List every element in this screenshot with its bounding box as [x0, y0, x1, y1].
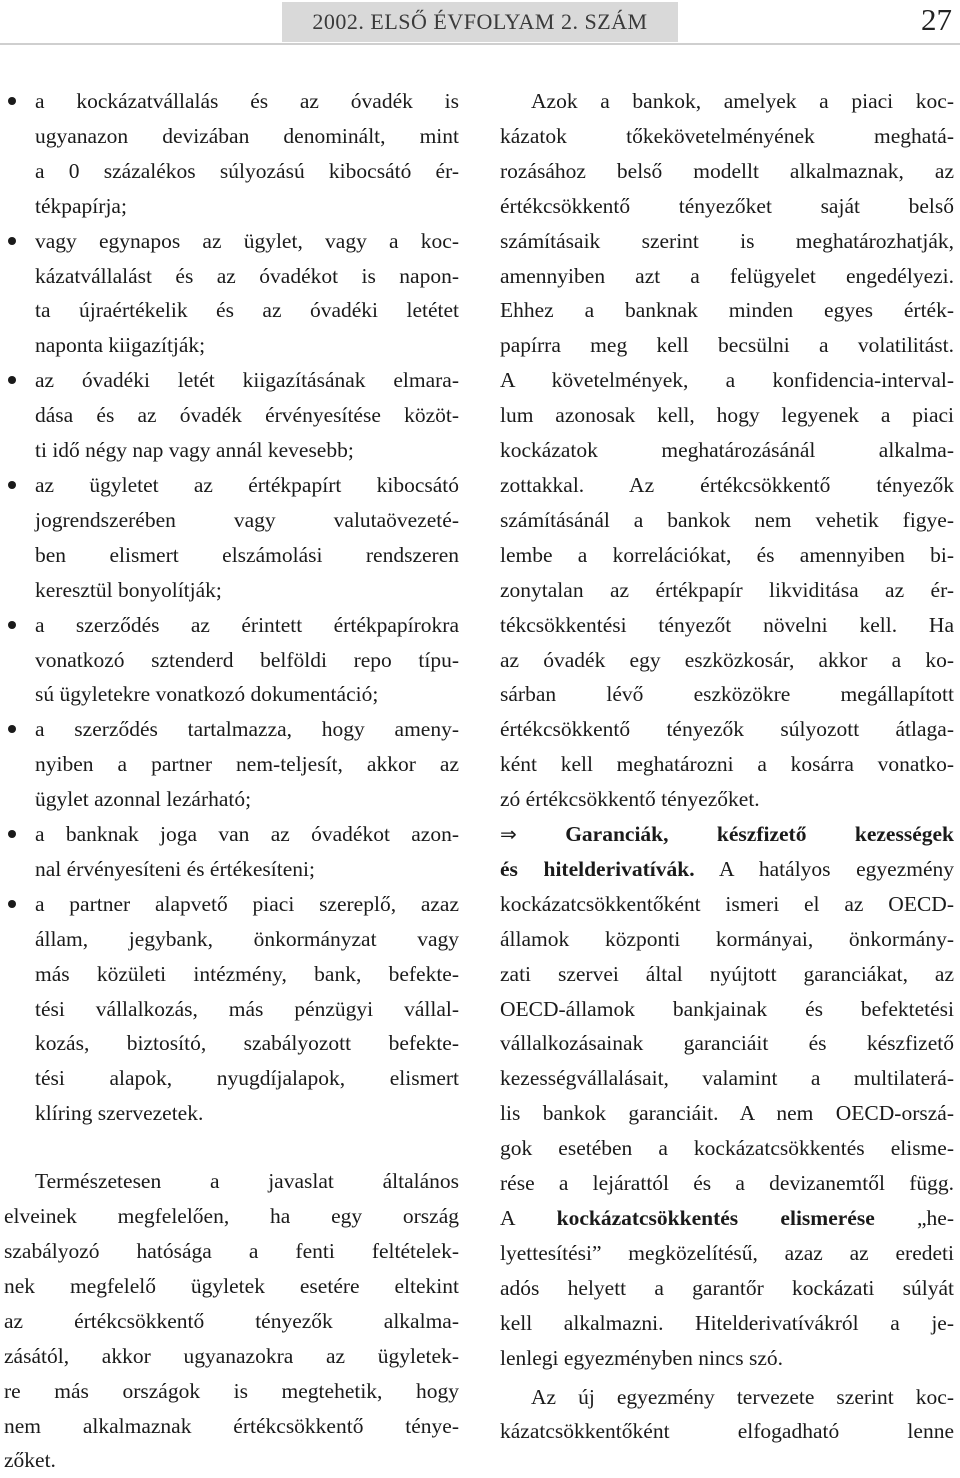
text-line: tési alapok, nyugdíjalapok, elismert — [35, 1066, 459, 1091]
text-line: re más országok is megtehetik, hogy — [4, 1378, 459, 1403]
text-line: nal érvényesíteni és értékesíteni; — [35, 856, 315, 881]
list-item — [4, 817, 459, 887]
text-line: gok esetében a kockázatcsökkentés elisme- — [500, 1136, 954, 1161]
text-line: kozás, biztosító, szabályozott befekte- — [35, 1031, 459, 1056]
text-line: A követelmények, a konfidencia-interval- — [500, 368, 954, 393]
text-line: számításaik szerint is meghatározhatják, — [500, 228, 954, 253]
list-item — [4, 84, 459, 224]
list-item — [4, 224, 459, 364]
running-title-box — [282, 2, 678, 42]
text-line: kázatvállalást és az óvadékot is napon- — [35, 263, 459, 288]
section-tail — [500, 1236, 954, 1376]
text-line: a kockázatvállalás és az óvadék is — [35, 89, 459, 113]
text-line: állam, jegybank, önkormányzat vagy — [35, 926, 459, 951]
text-line: Természetesen a javaslat általános — [35, 1169, 459, 1194]
text-line: szabályozó hatósága a fenti feltételek- — [4, 1239, 459, 1263]
text-line: rése a lejárattól és a devizanemtől függ. — [500, 1171, 954, 1196]
text-line: tékcsökkentési tényezőt növelni kell. Ha — [500, 612, 954, 637]
guarantees-section — [500, 817, 954, 1376]
right-column — [500, 84, 954, 1449]
recognition-term: kockázatcsökkentés elismerése — [556, 1206, 875, 1230]
running-header — [0, 0, 960, 44]
text-line: dása és az óvadék érvényesítése közöt- — [35, 403, 459, 428]
text-line: vonatkozó sztenderd belföldi repo típu- — [35, 647, 459, 672]
left-column — [4, 84, 459, 1478]
text-line: kockázatok meghatározásánál alkalma- — [500, 438, 954, 463]
text-line: lenlegi egyezményben nincs szó. — [500, 1345, 783, 1370]
text-line: lum azonosak kell, hogy legyenek a piaci — [500, 403, 954, 428]
text-line: Az új egyezmény tervezete szerint koc- — [531, 1384, 954, 1409]
text-line: elveinek megfelelően, ha egy ország — [4, 1204, 459, 1229]
text-line: az ügyletet az értékpapírt kibocsátó — [35, 472, 459, 497]
text-line: kázatok tőkekövetelményének meghatá- — [500, 123, 954, 148]
text-line: ügylet azonnal lezárható; — [35, 787, 252, 812]
text-line: vállalkozásainak garanciáit és készfizető — [500, 1031, 954, 1056]
text-line: lyettesítési” megközelítésű, azaz az eredeti — [500, 1240, 954, 1265]
text-line: ta újraértékelik és az óvadéki letétet — [35, 298, 459, 323]
list-item — [4, 608, 459, 713]
text-line: az óvadéki letét kiigazításának elmara- — [35, 368, 459, 393]
text-line: vagy egynapos az ügylet, vagy a koc- — [35, 228, 459, 253]
text-line: zásától, akkor ugyanazokra az ügyletek- — [4, 1343, 459, 1368]
text-line: a partner alapvető piaci szereplő, azaz — [35, 891, 459, 916]
text-line: rozásához belső modellt alkalmaznak, az — [500, 158, 954, 183]
text-line: kezességvállalásait, valamint a multilaterá- — [500, 1066, 954, 1091]
list-item — [4, 712, 459, 817]
text-line: a banknak joga van az óvadékot azon- — [35, 822, 459, 847]
text-line: nem alkalmaznak értékcsökkentő ténye- — [4, 1413, 459, 1438]
text-line: klíring szervezetek. — [35, 1101, 204, 1126]
section-text: „he- — [874, 1206, 954, 1230]
section-heading: Garanciák, készfizető kezességek — [565, 822, 954, 847]
text-line: ti idő négy nap vagy annál kevesebb; — [35, 438, 354, 463]
section-text-start: A hatályos egyezmény — [694, 856, 954, 881]
header-rule — [0, 43, 960, 45]
text-line: ben elismert elszámolási rendszeren — [35, 542, 459, 567]
text-line: a 0 százalékos súlyozású kibocsátó ér- — [35, 158, 459, 183]
text-line: tési vállalkozás, más pénzügyi vállal- — [35, 996, 459, 1021]
text-line: amennyiben azt a felügyelet engedélyezi. — [500, 263, 954, 288]
text-line: az óvadék egy eszközkosár, akkor a ko- — [500, 647, 954, 672]
text-line: más közületi intézmény, bank, befekte- — [35, 961, 459, 986]
right-paragraph-internal-models — [500, 84, 954, 817]
section-body — [500, 887, 954, 1201]
arrow-right-icon: ⇒ — [500, 822, 517, 847]
text-line: lembe a korrelációkat, és amennyiben bi- — [500, 542, 954, 567]
text-line: keresztül bonyolítják; — [35, 577, 222, 602]
text-line: sú ügyletekre vonatkozó dokumentáció; — [35, 682, 379, 707]
text-line: naponta kiigazítják; — [35, 333, 206, 358]
list-item — [4, 468, 459, 608]
text-line: nek megfelelő ügyletek esetére eltekint — [4, 1273, 459, 1298]
text-line: nyiben a partner nem-teljesít, akkor az — [35, 752, 459, 777]
left-paragraph — [4, 1164, 459, 1478]
right-paragraph-new-accord — [500, 1380, 954, 1450]
text-line: Ehhez a banknak minden egyes érték- — [500, 298, 954, 323]
text-line: a szerződés tartalmazza, hogy ameny- — [35, 717, 459, 742]
section-text: A — [500, 1206, 557, 1230]
text-line: a szerződés az érintett értékpapírokra — [35, 612, 459, 637]
running-title: 2002. ELSŐ ÉVFOLYAM 2. SZÁM — [312, 9, 648, 34]
page-number: 27 — [921, 2, 952, 37]
text-line: értékcsökkentő tényezők súlyozott átlaga- — [500, 717, 954, 742]
text-line: tékpapírja; — [35, 193, 127, 218]
text-line: zőket. — [4, 1448, 56, 1473]
text-line: jogrendszerében vagy valutaövezeté- — [35, 507, 459, 532]
text-line: államok központi kormányai, önkormány- — [500, 926, 954, 951]
text-line: az értékcsökkentő tényezők alkalma- — [4, 1308, 459, 1333]
text-line: papírra meg kell becsülni a volatilitást. — [500, 333, 954, 358]
text-line: adós helyett a garantőr kockázati súlyát — [500, 1275, 954, 1300]
list-item — [4, 363, 459, 468]
text-line: ként kell meghatározni a kosárra vonatko- — [500, 752, 954, 777]
text-line: kázatcsökkentőként elfogadható lenne — [500, 1419, 954, 1444]
text-line: értékcsökkentő tényezőket saját belső — [500, 193, 954, 218]
list-item — [4, 887, 459, 1131]
text-line: ugyanazon devizában denominált, mint — [35, 123, 459, 148]
section-heading-line — [500, 817, 954, 852]
section-line-recognition — [500, 1201, 954, 1236]
text-line: zottakkal. Az értékcsökkentő tényezők — [500, 472, 954, 497]
text-line: zati szervei által nyújtott garanciákat, az — [500, 961, 954, 986]
text-line: számításánál a bankok nem vehetik figye- — [500, 507, 954, 532]
text-line: Azok a bankok, amelyek a piaci koc- — [531, 89, 954, 113]
condition-list — [4, 84, 459, 1131]
text-line: sárban lévő eszközökre megállapított — [500, 682, 954, 707]
text-line: kockázatcsökkentőként ismeri el az OECD- — [500, 891, 954, 916]
text-line: zó értékcsökkentő tényezőket. — [500, 787, 760, 812]
section-heading-line-2 — [500, 852, 954, 887]
section-heading-continued: és hitelderivatívák. — [500, 856, 695, 881]
text-line: OECD-államok bankjainak és befektetési — [500, 996, 954, 1021]
text-line: lis bankok garanciáit. A nem OECD-orszá- — [500, 1101, 954, 1126]
text-line: zonytalan az értékpapír likviditása az ér- — [500, 577, 954, 602]
text-line: kell alkalmazni. Hitelderivatívákról a je- — [500, 1310, 954, 1335]
